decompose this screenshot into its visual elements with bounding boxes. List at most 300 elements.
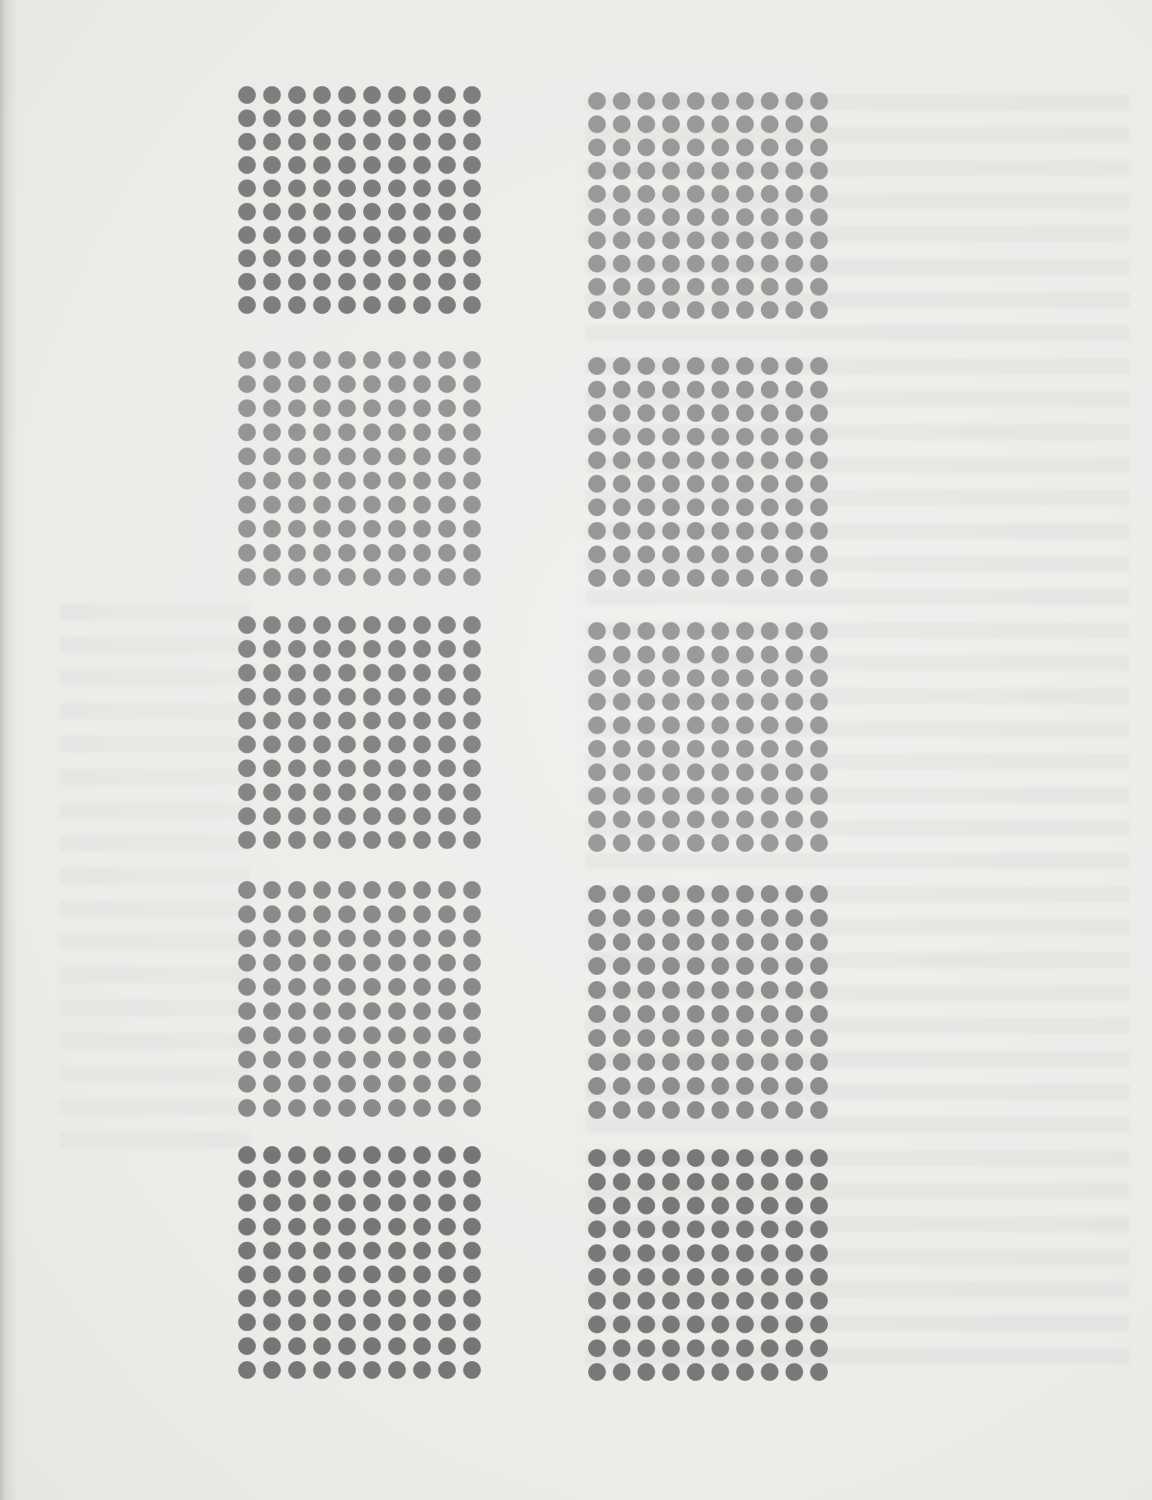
dot <box>313 616 330 633</box>
dot <box>263 688 280 705</box>
dot <box>288 424 305 441</box>
dot <box>363 544 380 561</box>
dot <box>463 351 480 368</box>
dot <box>438 568 455 585</box>
dot <box>761 185 778 202</box>
dot <box>413 1170 430 1187</box>
dot <box>263 496 280 513</box>
dot <box>638 1197 655 1214</box>
dot <box>786 646 803 663</box>
dot <box>363 736 380 753</box>
dot <box>313 881 330 898</box>
dot <box>588 1149 605 1166</box>
dot <box>588 428 605 445</box>
dot <box>363 86 380 103</box>
dot <box>388 808 405 825</box>
dot <box>438 156 455 173</box>
dot <box>363 400 380 417</box>
dot <box>662 811 679 828</box>
dot <box>363 1170 380 1187</box>
dot <box>761 957 778 974</box>
dot <box>363 520 380 537</box>
dot <box>438 1051 455 1068</box>
dot <box>786 357 803 374</box>
dot <box>388 86 405 103</box>
dot <box>687 522 704 539</box>
dot <box>761 1149 778 1166</box>
dot <box>238 640 255 657</box>
dot <box>810 1077 827 1094</box>
dot <box>238 831 255 848</box>
dot <box>238 760 255 777</box>
dot <box>288 808 305 825</box>
dot <box>662 232 679 249</box>
dot <box>338 133 355 150</box>
dot <box>413 133 430 150</box>
dot <box>786 670 803 687</box>
dot <box>712 933 729 950</box>
dot <box>613 255 630 272</box>
dot <box>662 646 679 663</box>
dot <box>810 569 827 586</box>
dot <box>786 1340 803 1357</box>
dot <box>761 740 778 757</box>
dot <box>363 226 380 243</box>
dot <box>363 760 380 777</box>
dot <box>761 1340 778 1357</box>
dot <box>363 954 380 971</box>
dot <box>786 162 803 179</box>
dot <box>588 278 605 295</box>
dot <box>810 740 827 757</box>
dot <box>687 622 704 639</box>
dot <box>363 1051 380 1068</box>
dot <box>662 209 679 226</box>
dot <box>338 1290 355 1307</box>
dot <box>613 622 630 639</box>
dot <box>288 736 305 753</box>
dot <box>613 357 630 374</box>
dot <box>313 273 330 290</box>
dot <box>388 1338 405 1355</box>
dot <box>388 1194 405 1211</box>
dot <box>438 1290 455 1307</box>
dot <box>761 428 778 445</box>
dot <box>613 1245 630 1262</box>
dot <box>712 981 729 998</box>
dot <box>588 1053 605 1070</box>
dot <box>238 424 255 441</box>
dot <box>761 452 778 469</box>
dot <box>238 881 255 898</box>
dot <box>662 1173 679 1190</box>
dot <box>662 278 679 295</box>
dot <box>263 180 280 197</box>
dot <box>712 475 729 492</box>
dot <box>662 670 679 687</box>
dot <box>438 400 455 417</box>
dot <box>363 1099 380 1116</box>
dot <box>687 811 704 828</box>
dot <box>786 1245 803 1262</box>
dot <box>662 522 679 539</box>
dot <box>363 1290 380 1307</box>
dot <box>736 1197 753 1214</box>
dot <box>438 296 455 313</box>
dot <box>363 1194 380 1211</box>
dot <box>338 978 355 995</box>
dot <box>687 740 704 757</box>
dot <box>662 428 679 445</box>
dot <box>687 1149 704 1166</box>
dot <box>638 1149 655 1166</box>
dot <box>687 909 704 926</box>
dot <box>438 133 455 150</box>
dot <box>712 301 729 318</box>
dot <box>363 1075 380 1092</box>
dot <box>238 203 255 220</box>
dot <box>438 1361 455 1378</box>
dot <box>263 400 280 417</box>
dot <box>388 110 405 127</box>
dot <box>238 808 255 825</box>
dot <box>761 693 778 710</box>
dot <box>288 712 305 729</box>
dot <box>687 428 704 445</box>
dot <box>761 717 778 734</box>
dot <box>736 764 753 781</box>
dot <box>638 475 655 492</box>
dot <box>687 255 704 272</box>
dot <box>761 1197 778 1214</box>
dot <box>638 405 655 422</box>
dot <box>338 930 355 947</box>
dot <box>363 906 380 923</box>
dot <box>413 712 430 729</box>
dot <box>363 1218 380 1235</box>
dot <box>288 1361 305 1378</box>
dot <box>413 906 430 923</box>
dot <box>638 1029 655 1046</box>
dot <box>413 1242 430 1259</box>
dot <box>761 1029 778 1046</box>
dot <box>761 1292 778 1309</box>
dot <box>263 616 280 633</box>
dot <box>786 885 803 902</box>
dot <box>313 1027 330 1044</box>
dot <box>413 156 430 173</box>
dot <box>810 693 827 710</box>
dot <box>463 1218 480 1235</box>
dot <box>413 664 430 681</box>
dot <box>288 906 305 923</box>
dot <box>438 831 455 848</box>
dot <box>413 1051 430 1068</box>
dot <box>588 646 605 663</box>
dot <box>413 273 430 290</box>
dot <box>313 954 330 971</box>
dot <box>463 273 480 290</box>
dot <box>761 162 778 179</box>
dot <box>712 569 729 586</box>
dot <box>810 885 827 902</box>
dot <box>736 139 753 156</box>
dot <box>810 1221 827 1238</box>
dot <box>288 296 305 313</box>
dot <box>687 452 704 469</box>
dot <box>313 1314 330 1331</box>
dot <box>810 646 827 663</box>
dot <box>662 1197 679 1214</box>
dot <box>786 1316 803 1333</box>
dot <box>463 133 480 150</box>
dot <box>413 784 430 801</box>
dot <box>761 1005 778 1022</box>
dot <box>238 296 255 313</box>
dot <box>263 1194 280 1211</box>
dot <box>588 499 605 516</box>
dot <box>662 787 679 804</box>
dot <box>388 616 405 633</box>
dot <box>238 1242 255 1259</box>
dot <box>338 784 355 801</box>
dot <box>810 787 827 804</box>
dot <box>288 978 305 995</box>
dot <box>413 448 430 465</box>
dot <box>238 978 255 995</box>
dot <box>613 981 630 998</box>
dot <box>338 1051 355 1068</box>
dot <box>613 1197 630 1214</box>
dot <box>338 1146 355 1163</box>
dot <box>638 255 655 272</box>
dot <box>613 933 630 950</box>
dot <box>263 831 280 848</box>
dot <box>313 1170 330 1187</box>
dot <box>786 717 803 734</box>
dot <box>438 808 455 825</box>
dot <box>786 92 803 109</box>
dot <box>638 357 655 374</box>
dot <box>338 712 355 729</box>
dot <box>761 1077 778 1094</box>
dot <box>761 522 778 539</box>
dot <box>363 1003 380 1020</box>
dot <box>638 1268 655 1285</box>
dot <box>463 1051 480 1068</box>
dot <box>786 740 803 757</box>
dot <box>338 1242 355 1259</box>
dot <box>761 116 778 133</box>
dot <box>588 1340 605 1357</box>
dot <box>736 1316 753 1333</box>
dot <box>438 250 455 267</box>
dot <box>810 1053 827 1070</box>
dot <box>810 1173 827 1190</box>
dot <box>238 954 255 971</box>
dot <box>736 717 753 734</box>
dot <box>338 226 355 243</box>
dot <box>263 1314 280 1331</box>
dot <box>388 954 405 971</box>
dot <box>438 1146 455 1163</box>
dot <box>810 209 827 226</box>
dot <box>761 1173 778 1190</box>
dot <box>810 452 827 469</box>
dot <box>687 162 704 179</box>
dot <box>736 933 753 950</box>
dot <box>413 1338 430 1355</box>
dot <box>613 1268 630 1285</box>
dot <box>388 250 405 267</box>
dot <box>338 881 355 898</box>
dot <box>662 405 679 422</box>
dot <box>463 616 480 633</box>
dot <box>810 1340 827 1357</box>
dot <box>363 472 380 489</box>
dot <box>613 1005 630 1022</box>
dot <box>638 717 655 734</box>
dot <box>363 110 380 127</box>
dot <box>786 452 803 469</box>
dot <box>736 522 753 539</box>
dot <box>463 1338 480 1355</box>
dot <box>810 1268 827 1285</box>
dot <box>687 1221 704 1238</box>
dot <box>613 232 630 249</box>
dot <box>413 930 430 947</box>
dot <box>810 764 827 781</box>
dot <box>388 1003 405 1020</box>
dot <box>638 646 655 663</box>
dot <box>463 250 480 267</box>
dot <box>413 688 430 705</box>
dot <box>638 209 655 226</box>
dot <box>288 400 305 417</box>
dot <box>413 520 430 537</box>
dot <box>363 568 380 585</box>
dot <box>761 569 778 586</box>
dot <box>338 156 355 173</box>
dot <box>313 1242 330 1259</box>
dot <box>613 787 630 804</box>
dot <box>463 1170 480 1187</box>
dot <box>712 232 729 249</box>
dot <box>613 139 630 156</box>
dot <box>338 1194 355 1211</box>
dot <box>761 646 778 663</box>
dot <box>463 831 480 848</box>
dot <box>363 1266 380 1283</box>
dot <box>438 1170 455 1187</box>
dot <box>363 831 380 848</box>
dot <box>238 930 255 947</box>
dot <box>613 646 630 663</box>
dot <box>662 622 679 639</box>
dot <box>238 784 255 801</box>
dot <box>588 1316 605 1333</box>
dot <box>438 180 455 197</box>
dot <box>313 906 330 923</box>
dot <box>712 1316 729 1333</box>
dot <box>613 885 630 902</box>
dot <box>388 1314 405 1331</box>
dot <box>588 569 605 586</box>
dot <box>810 670 827 687</box>
dot-grid-column-2-block-4 <box>588 885 827 1118</box>
dot <box>810 1197 827 1214</box>
dot <box>288 203 305 220</box>
dot <box>761 92 778 109</box>
dot <box>588 1197 605 1214</box>
dot <box>288 1099 305 1116</box>
dot <box>238 180 255 197</box>
dot <box>712 1268 729 1285</box>
dot <box>413 831 430 848</box>
dot <box>613 569 630 586</box>
dot <box>338 1099 355 1116</box>
dot <box>263 1075 280 1092</box>
dot <box>413 978 430 995</box>
dot <box>761 1316 778 1333</box>
dot <box>338 1361 355 1378</box>
dot <box>463 881 480 898</box>
dot <box>463 1194 480 1211</box>
dot <box>463 296 480 313</box>
dot <box>736 1221 753 1238</box>
dot <box>313 784 330 801</box>
dot <box>736 1149 753 1166</box>
dot <box>588 381 605 398</box>
dot <box>786 957 803 974</box>
dot <box>662 569 679 586</box>
dot <box>687 546 704 563</box>
dot <box>613 278 630 295</box>
dot <box>388 712 405 729</box>
dot <box>413 376 430 393</box>
dot <box>288 760 305 777</box>
dot <box>786 1173 803 1190</box>
dot <box>662 1149 679 1166</box>
dot <box>613 499 630 516</box>
dot <box>338 1314 355 1331</box>
dot <box>463 688 480 705</box>
dot <box>712 1005 729 1022</box>
dot <box>288 1003 305 1020</box>
dot <box>786 301 803 318</box>
dot <box>238 448 255 465</box>
dot <box>687 1268 704 1285</box>
dot <box>238 376 255 393</box>
dot <box>363 1146 380 1163</box>
dot <box>712 909 729 926</box>
dot <box>338 448 355 465</box>
dot <box>638 622 655 639</box>
dot <box>388 544 405 561</box>
dot <box>413 1314 430 1331</box>
dot <box>413 226 430 243</box>
dot <box>313 1003 330 1020</box>
dot <box>463 203 480 220</box>
dot <box>761 670 778 687</box>
dot <box>363 250 380 267</box>
dot <box>786 787 803 804</box>
dot <box>638 811 655 828</box>
dot <box>313 520 330 537</box>
dot <box>736 787 753 804</box>
dot <box>263 424 280 441</box>
dot <box>288 930 305 947</box>
